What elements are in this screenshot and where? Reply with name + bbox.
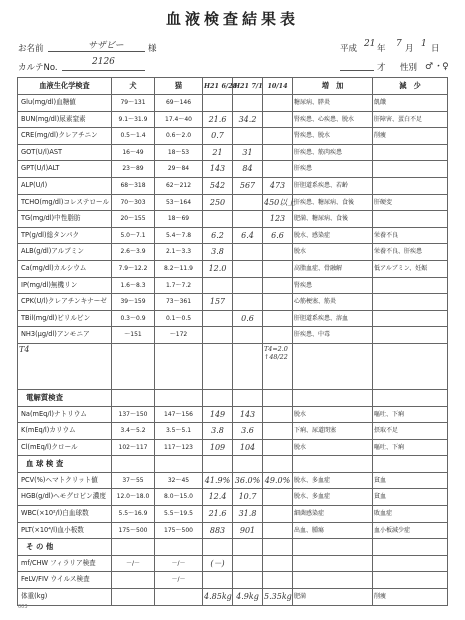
value-cell-2: 10.7	[233, 489, 263, 506]
empty-cell	[203, 389, 233, 406]
value-cell-1: 21.6	[203, 506, 233, 523]
test-name-cell: mf/CHW フィラリア検査	[18, 555, 112, 572]
cat-range-cell	[155, 589, 203, 606]
sex-label: 性別	[400, 63, 418, 73]
increase-cell: 糖尿病、膵炎	[293, 95, 373, 112]
value-cell-2	[233, 572, 263, 589]
decrease-cell	[373, 144, 448, 161]
header-item: 血液生化学検査	[18, 78, 112, 95]
dog-range-cell: 1.6～8.3	[112, 277, 155, 294]
chart-value: 2126	[92, 57, 115, 67]
test-name-cell: CRE(mg/dl)クレアチニン	[18, 128, 112, 145]
table-row	[18, 572, 448, 589]
value-cell-1: 157	[203, 294, 233, 311]
value-cell-3	[263, 327, 293, 344]
increase-cell: 脱水	[293, 244, 373, 261]
dog-range-cell: 175～500	[112, 522, 155, 539]
table-row	[18, 439, 448, 456]
table-row-t4	[18, 343, 448, 389]
value-cell-3	[263, 128, 293, 145]
value-cell-2: 6.4	[233, 227, 263, 244]
header-decrease: 減 少	[373, 78, 448, 95]
dog-range-cell: 16～49	[112, 144, 155, 161]
cat-range-cell: 69～146	[155, 95, 203, 112]
value-cell-2	[233, 327, 263, 344]
dog-range-cell: 68～318	[112, 177, 155, 194]
value-cell-1: 4.85kg	[203, 589, 233, 606]
empty-cell	[263, 389, 293, 406]
value-cell-3	[263, 555, 293, 572]
header-date-3	[263, 78, 293, 95]
increase-cell: 高脂血症、骨融解	[293, 260, 373, 277]
test-name-cell: PCV(%)ヘマトクリット値	[18, 472, 112, 489]
increase-cell: 腎疾患	[293, 277, 373, 294]
cat-range-cell: 73～361	[155, 294, 203, 311]
table-row	[18, 144, 448, 161]
decrease-cell	[373, 572, 448, 589]
decrease-cell	[373, 161, 448, 178]
cat-range-cell: ～172	[155, 327, 203, 344]
value-cell-3	[263, 144, 293, 161]
cat-range-cell: 53～164	[155, 194, 203, 211]
value-cell-3	[263, 294, 293, 311]
value-cell-3: 5.35kg	[263, 589, 293, 606]
value-cell-1: 3.8	[203, 244, 233, 261]
value-cell-2	[233, 260, 263, 277]
table-row	[18, 472, 448, 489]
dog-range-cell: 23～89	[112, 161, 155, 178]
dog-range-cell: 7.9～12.2	[112, 260, 155, 277]
value-cell-2: 143	[233, 406, 263, 423]
value-cell-2: 84	[233, 161, 263, 178]
decrease-cell: 嘔吐、下痢	[373, 439, 448, 456]
increase-cell: 脱水、多血症	[293, 489, 373, 506]
table-row	[18, 277, 448, 294]
increase-cell	[293, 572, 373, 589]
test-name-cell: TBil(mg/dl)ビリルビン	[18, 310, 112, 327]
increase-cell: 腎疾患、心疾患、脱水	[293, 111, 373, 128]
dog-range-cell: 79～131	[112, 95, 155, 112]
value-cell-1: 143	[203, 161, 233, 178]
value-cell-2	[233, 211, 263, 228]
empty-cell	[203, 456, 233, 473]
date-day: 1	[421, 39, 427, 49]
empty-cell	[263, 456, 293, 473]
test-name-cell: IP(mg/dl)無機リン	[18, 277, 112, 294]
value-cell-1	[203, 572, 233, 589]
date-3-bottom: 10/14	[267, 82, 288, 90]
section-blood-cells: 血 球 検 査	[18, 456, 112, 473]
increase-cell: 下痢、尿道閉塞	[293, 423, 373, 440]
test-name-cell: Na(mEq/l)ナトリウム	[18, 406, 112, 423]
decrease-cell: 嘔吐、下痢	[373, 406, 448, 423]
cat-range-cell: 5.4～7.8	[155, 227, 203, 244]
table-row	[18, 177, 448, 194]
cat-range-cell: 2.1～3.3	[155, 244, 203, 261]
increase-cell: 肝疾患	[293, 161, 373, 178]
value-cell-3: 6.6	[263, 227, 293, 244]
value-cell-2: 34.2	[233, 111, 263, 128]
empty-cell	[373, 343, 448, 389]
name-underline	[48, 51, 145, 52]
test-name-cell: ALP(U/l)	[18, 177, 112, 194]
table-row	[18, 227, 448, 244]
empty-cell	[155, 389, 203, 406]
dog-range-cell: 3.4～5.2	[112, 423, 155, 440]
test-name-cell: TCHO(mg/dl)コレステロール	[18, 194, 112, 211]
day-label: 日	[431, 44, 440, 54]
value-cell-2: 36.0%	[233, 472, 263, 489]
test-name-cell: FeLV/FIV ウイルス検査	[18, 572, 112, 589]
value-cell-3	[263, 572, 293, 589]
honorific: 様	[148, 44, 157, 54]
cat-range-cell: 175～500	[155, 522, 203, 539]
name-value: サザビー	[88, 41, 124, 51]
value-cell-1: (－)	[203, 555, 233, 572]
value-cell-3	[263, 439, 293, 456]
value-cell-3	[263, 111, 293, 128]
cat-range-cell: 0.1～0.5	[155, 310, 203, 327]
value-cell-1	[203, 310, 233, 327]
date-1-bottom: 6/28	[221, 82, 238, 90]
value-cell-1: 149	[203, 406, 233, 423]
table-row	[18, 489, 448, 506]
value-cell-1: 41.9%	[203, 472, 233, 489]
value-cell-1: 12.0	[203, 260, 233, 277]
empty-cell	[155, 539, 203, 556]
increase-cell: 細菌感染症	[293, 506, 373, 523]
increase-cell: 心筋梗塞、筋炎	[293, 294, 373, 311]
chart-label: カルテNo.	[18, 63, 58, 73]
sex-value: ♂・♀	[425, 62, 449, 72]
decrease-cell: 削痩	[373, 128, 448, 145]
value-cell-3	[263, 489, 293, 506]
cat-range-cell: 147～156	[155, 406, 203, 423]
cat-range-cell: 18～69	[155, 211, 203, 228]
dog-range-cell: 5.0～7.1	[112, 227, 155, 244]
value-cell-2: 3.6	[233, 423, 263, 440]
value-cell-3	[263, 260, 293, 277]
cat-range-cell: 3.5～5.1	[155, 423, 203, 440]
test-name-cell: PLT(×10⁴/l)血小板数	[18, 522, 112, 539]
header-date-2	[233, 78, 263, 95]
t4-name: T4	[18, 343, 112, 389]
section-row	[18, 389, 448, 406]
empty-cell	[373, 539, 448, 556]
year-label: 年	[377, 44, 386, 54]
decrease-cell: 貧血	[373, 472, 448, 489]
age-underline	[340, 70, 374, 71]
table-row	[18, 95, 448, 112]
increase-cell: 脱水	[293, 439, 373, 456]
increase-cell	[293, 555, 373, 572]
empty-cell	[112, 389, 155, 406]
dog-range-cell: －/－	[112, 555, 155, 572]
value-cell-3: 473	[263, 177, 293, 194]
cat-range-cell: 0.6～2.0	[155, 128, 203, 145]
date-year: 21	[364, 39, 376, 49]
dog-range-cell	[112, 589, 155, 606]
header-date-1	[203, 78, 238, 95]
dog-range-cell: 12.0～18.0	[112, 489, 155, 506]
increase-cell: 肝疾患、糖尿病、食後	[293, 194, 373, 211]
header-dog: 犬	[112, 78, 155, 95]
test-name-cell: NH3(μg/dl)アンモニア	[18, 327, 112, 344]
empty-cell	[293, 456, 373, 473]
dog-range-cell	[112, 572, 155, 589]
table-row	[18, 128, 448, 145]
empty-cell	[233, 389, 263, 406]
value-cell-1: 0.7	[203, 128, 233, 145]
dog-range-cell: 9.1～31.9	[112, 111, 155, 128]
increase-cell: 肝胆道系疾患、溶血	[293, 310, 373, 327]
decrease-cell: 肝障害、蛋白不足	[373, 111, 448, 128]
table-row	[18, 327, 448, 344]
value-cell-3: 450以上	[263, 194, 293, 211]
test-name-cell: WBC(×10²/l)白血球数	[18, 506, 112, 523]
dog-range-cell: ～151	[112, 327, 155, 344]
decrease-cell: 削痩	[373, 589, 448, 606]
increase-cell: 脱水、多血症	[293, 472, 373, 489]
value-cell-3	[263, 161, 293, 178]
table-row	[18, 194, 448, 211]
test-name-cell: ALB(g/dl)アルブミン	[18, 244, 112, 261]
footer-page-number: 003	[18, 604, 28, 610]
section-row	[18, 539, 448, 556]
dog-range-cell: 20～155	[112, 211, 155, 228]
value-cell-3	[263, 310, 293, 327]
table-row	[18, 406, 448, 423]
cat-range-cell: 117～123	[155, 439, 203, 456]
test-name-cell: Cl(mEq/l)クロール	[18, 439, 112, 456]
name-label: お名前	[18, 44, 44, 54]
page-title: 血液検査結果表	[165, 10, 299, 28]
value-cell-2	[233, 95, 263, 112]
cat-range-cell: 5.5～19.5	[155, 506, 203, 523]
value-cell-1	[203, 211, 233, 228]
cat-range-cell: 32～45	[155, 472, 203, 489]
section-other: そ の 他	[18, 539, 112, 556]
empty-cell	[112, 539, 155, 556]
header-increase: 増 加	[293, 78, 373, 95]
table-header-row	[18, 78, 448, 95]
value-cell-2: 567	[233, 177, 263, 194]
dog-range-cell: 70～303	[112, 194, 155, 211]
month-label: 月	[405, 44, 414, 54]
chart-underline	[62, 70, 145, 71]
decrease-cell: 栄養不良	[373, 227, 448, 244]
empty-cell	[203, 539, 233, 556]
cat-range-cell: 8.2～11.9	[155, 260, 203, 277]
test-name-cell: 体重(kg)	[18, 589, 112, 606]
decrease-cell: 摂取不足	[373, 423, 448, 440]
test-name-cell: GPT(U/l)ALT	[18, 161, 112, 178]
decrease-cell: 低アルブミン、妊娠	[373, 260, 448, 277]
test-name-cell: BUN(mg/dl)尿素窒素	[18, 111, 112, 128]
value-cell-1: 883	[203, 522, 233, 539]
empty-cell	[203, 343, 233, 389]
cat-range-cell: 18～53	[155, 144, 203, 161]
test-name-cell: HGB(g/dl)ヘモグロビン濃度	[18, 489, 112, 506]
value-cell-1	[203, 277, 233, 294]
dog-range-cell: 37～55	[112, 472, 155, 489]
dog-range-cell: 102～117	[112, 439, 155, 456]
cat-range-cell: 17.4～40	[155, 111, 203, 128]
value-cell-1: 21.6	[203, 111, 233, 128]
decrease-cell: 血小板減少症	[373, 522, 448, 539]
empty-cell	[373, 456, 448, 473]
empty-cell	[233, 343, 263, 389]
dog-range-cell: 2.6～3.9	[112, 244, 155, 261]
increase-cell: 肝胆道系疾患、若齢	[293, 177, 373, 194]
increase-cell: 肥満	[293, 589, 373, 606]
value-cell-2: 104	[233, 439, 263, 456]
table-row	[18, 244, 448, 261]
cat-range-cell: 1.7～7.2	[155, 277, 203, 294]
empty-cell	[233, 456, 263, 473]
value-cell-2: 4.9kg	[233, 589, 263, 606]
decrease-cell	[373, 294, 448, 311]
decrease-cell: 貧血	[373, 489, 448, 506]
value-cell-1: 542	[203, 177, 233, 194]
value-cell-3	[263, 522, 293, 539]
decrease-cell: 飢餓	[373, 95, 448, 112]
date-prefix: 平成	[340, 44, 358, 54]
test-name-cell: GOT(U/l)AST	[18, 144, 112, 161]
value-cell-3	[263, 277, 293, 294]
dog-range-cell: 0.5～1.4	[112, 128, 155, 145]
dog-range-cell: 5.5～16.9	[112, 506, 155, 523]
cat-range-cell: －/－	[155, 572, 203, 589]
value-cell-3: 49.0%	[263, 472, 293, 489]
value-cell-3	[263, 506, 293, 523]
decrease-cell	[373, 177, 448, 194]
value-cell-1	[203, 327, 233, 344]
empty-cell	[155, 456, 203, 473]
dog-range-cell: 0.3～0.9	[112, 310, 155, 327]
value-cell-1: 6.2	[203, 227, 233, 244]
value-cell-1: 109	[203, 439, 233, 456]
test-name-cell: TG(mg/dl)中性脂肪	[18, 211, 112, 228]
date-2-bottom: 7/1	[251, 82, 263, 90]
header-cat: 猫	[155, 78, 203, 95]
test-name-cell: TP(g/dl)総タンパク	[18, 227, 112, 244]
test-name-cell: Glu(mg/dl)血糖値	[18, 95, 112, 112]
increase-cell: 肝疾患、中毒	[293, 327, 373, 344]
empty-cell	[155, 343, 203, 389]
increase-cell: 肝疾患、筋肉疾患	[293, 144, 373, 161]
value-cell-3: 123	[263, 211, 293, 228]
t4-note: T4=2.0 ↑48/22	[263, 343, 293, 389]
increase-cell: 脱水、感染症	[293, 227, 373, 244]
value-cell-3	[263, 406, 293, 423]
empty-cell	[293, 389, 373, 406]
decrease-cell	[373, 277, 448, 294]
decrease-cell	[373, 310, 448, 327]
empty-cell	[112, 456, 155, 473]
value-cell-2	[233, 244, 263, 261]
table-row	[18, 260, 448, 277]
table-row	[18, 506, 448, 523]
value-cell-1: 250	[203, 194, 233, 211]
table-row	[18, 111, 448, 128]
age-label: 才	[377, 63, 386, 73]
decrease-cell: 栄養不良、肝疾患	[373, 244, 448, 261]
decrease-cell	[373, 327, 448, 344]
value-cell-2: 0.6	[233, 310, 263, 327]
empty-cell	[373, 389, 448, 406]
value-cell-1: 3.8	[203, 423, 233, 440]
dog-range-cell: 137～150	[112, 406, 155, 423]
decrease-cell: 敗血症	[373, 506, 448, 523]
table-row	[18, 310, 448, 327]
value-cell-2	[233, 128, 263, 145]
value-cell-2: 901	[233, 522, 263, 539]
value-cell-1: 12.4	[203, 489, 233, 506]
value-cell-2	[233, 555, 263, 572]
empty-cell	[263, 539, 293, 556]
empty-cell	[293, 539, 373, 556]
date-month: 7	[396, 39, 402, 49]
value-cell-1	[203, 95, 233, 112]
table-row	[18, 294, 448, 311]
value-cell-3	[263, 95, 293, 112]
increase-cell: 出血、腫瘍	[293, 522, 373, 539]
table-row	[18, 161, 448, 178]
decrease-cell: 肝硬変	[373, 194, 448, 211]
table-row	[18, 211, 448, 228]
empty-cell	[112, 343, 155, 389]
value-cell-2	[233, 194, 263, 211]
results-table	[17, 77, 448, 606]
decrease-cell	[373, 555, 448, 572]
value-cell-2: 31.8	[233, 506, 263, 523]
cat-range-cell: 29～84	[155, 161, 203, 178]
empty-cell	[233, 539, 263, 556]
increase-cell: 腎疾患、脱水	[293, 128, 373, 145]
dog-range-cell: 39～159	[112, 294, 155, 311]
value-cell-1: 21	[203, 144, 233, 161]
value-cell-3	[263, 244, 293, 261]
value-cell-2: 31	[233, 144, 263, 161]
cat-range-cell: 62～212	[155, 177, 203, 194]
table-row	[18, 589, 448, 606]
section-row	[18, 456, 448, 473]
increase-cell: 肥満、糖尿病、食後	[293, 211, 373, 228]
cat-range-cell: －/－	[155, 555, 203, 572]
increase-cell: 脱水	[293, 406, 373, 423]
test-name-cell: K(mEq/l)カリウム	[18, 423, 112, 440]
test-name-cell: CPK(U/l)クレアチンキナーゼ	[18, 294, 112, 311]
date-2-top: H21	[234, 82, 249, 90]
decrease-cell	[373, 211, 448, 228]
empty-cell	[293, 343, 373, 389]
table-row	[18, 522, 448, 539]
value-cell-2	[233, 294, 263, 311]
value-cell-2	[233, 277, 263, 294]
cat-range-cell: 8.0～15.0	[155, 489, 203, 506]
section-electrolytes: 電解質検査	[18, 389, 112, 406]
date-1-top: H21	[204, 82, 219, 90]
value-cell-3	[263, 423, 293, 440]
test-name-cell: Ca(mg/dl)カルシウム	[18, 260, 112, 277]
table-row	[18, 423, 448, 440]
table-row	[18, 555, 448, 572]
